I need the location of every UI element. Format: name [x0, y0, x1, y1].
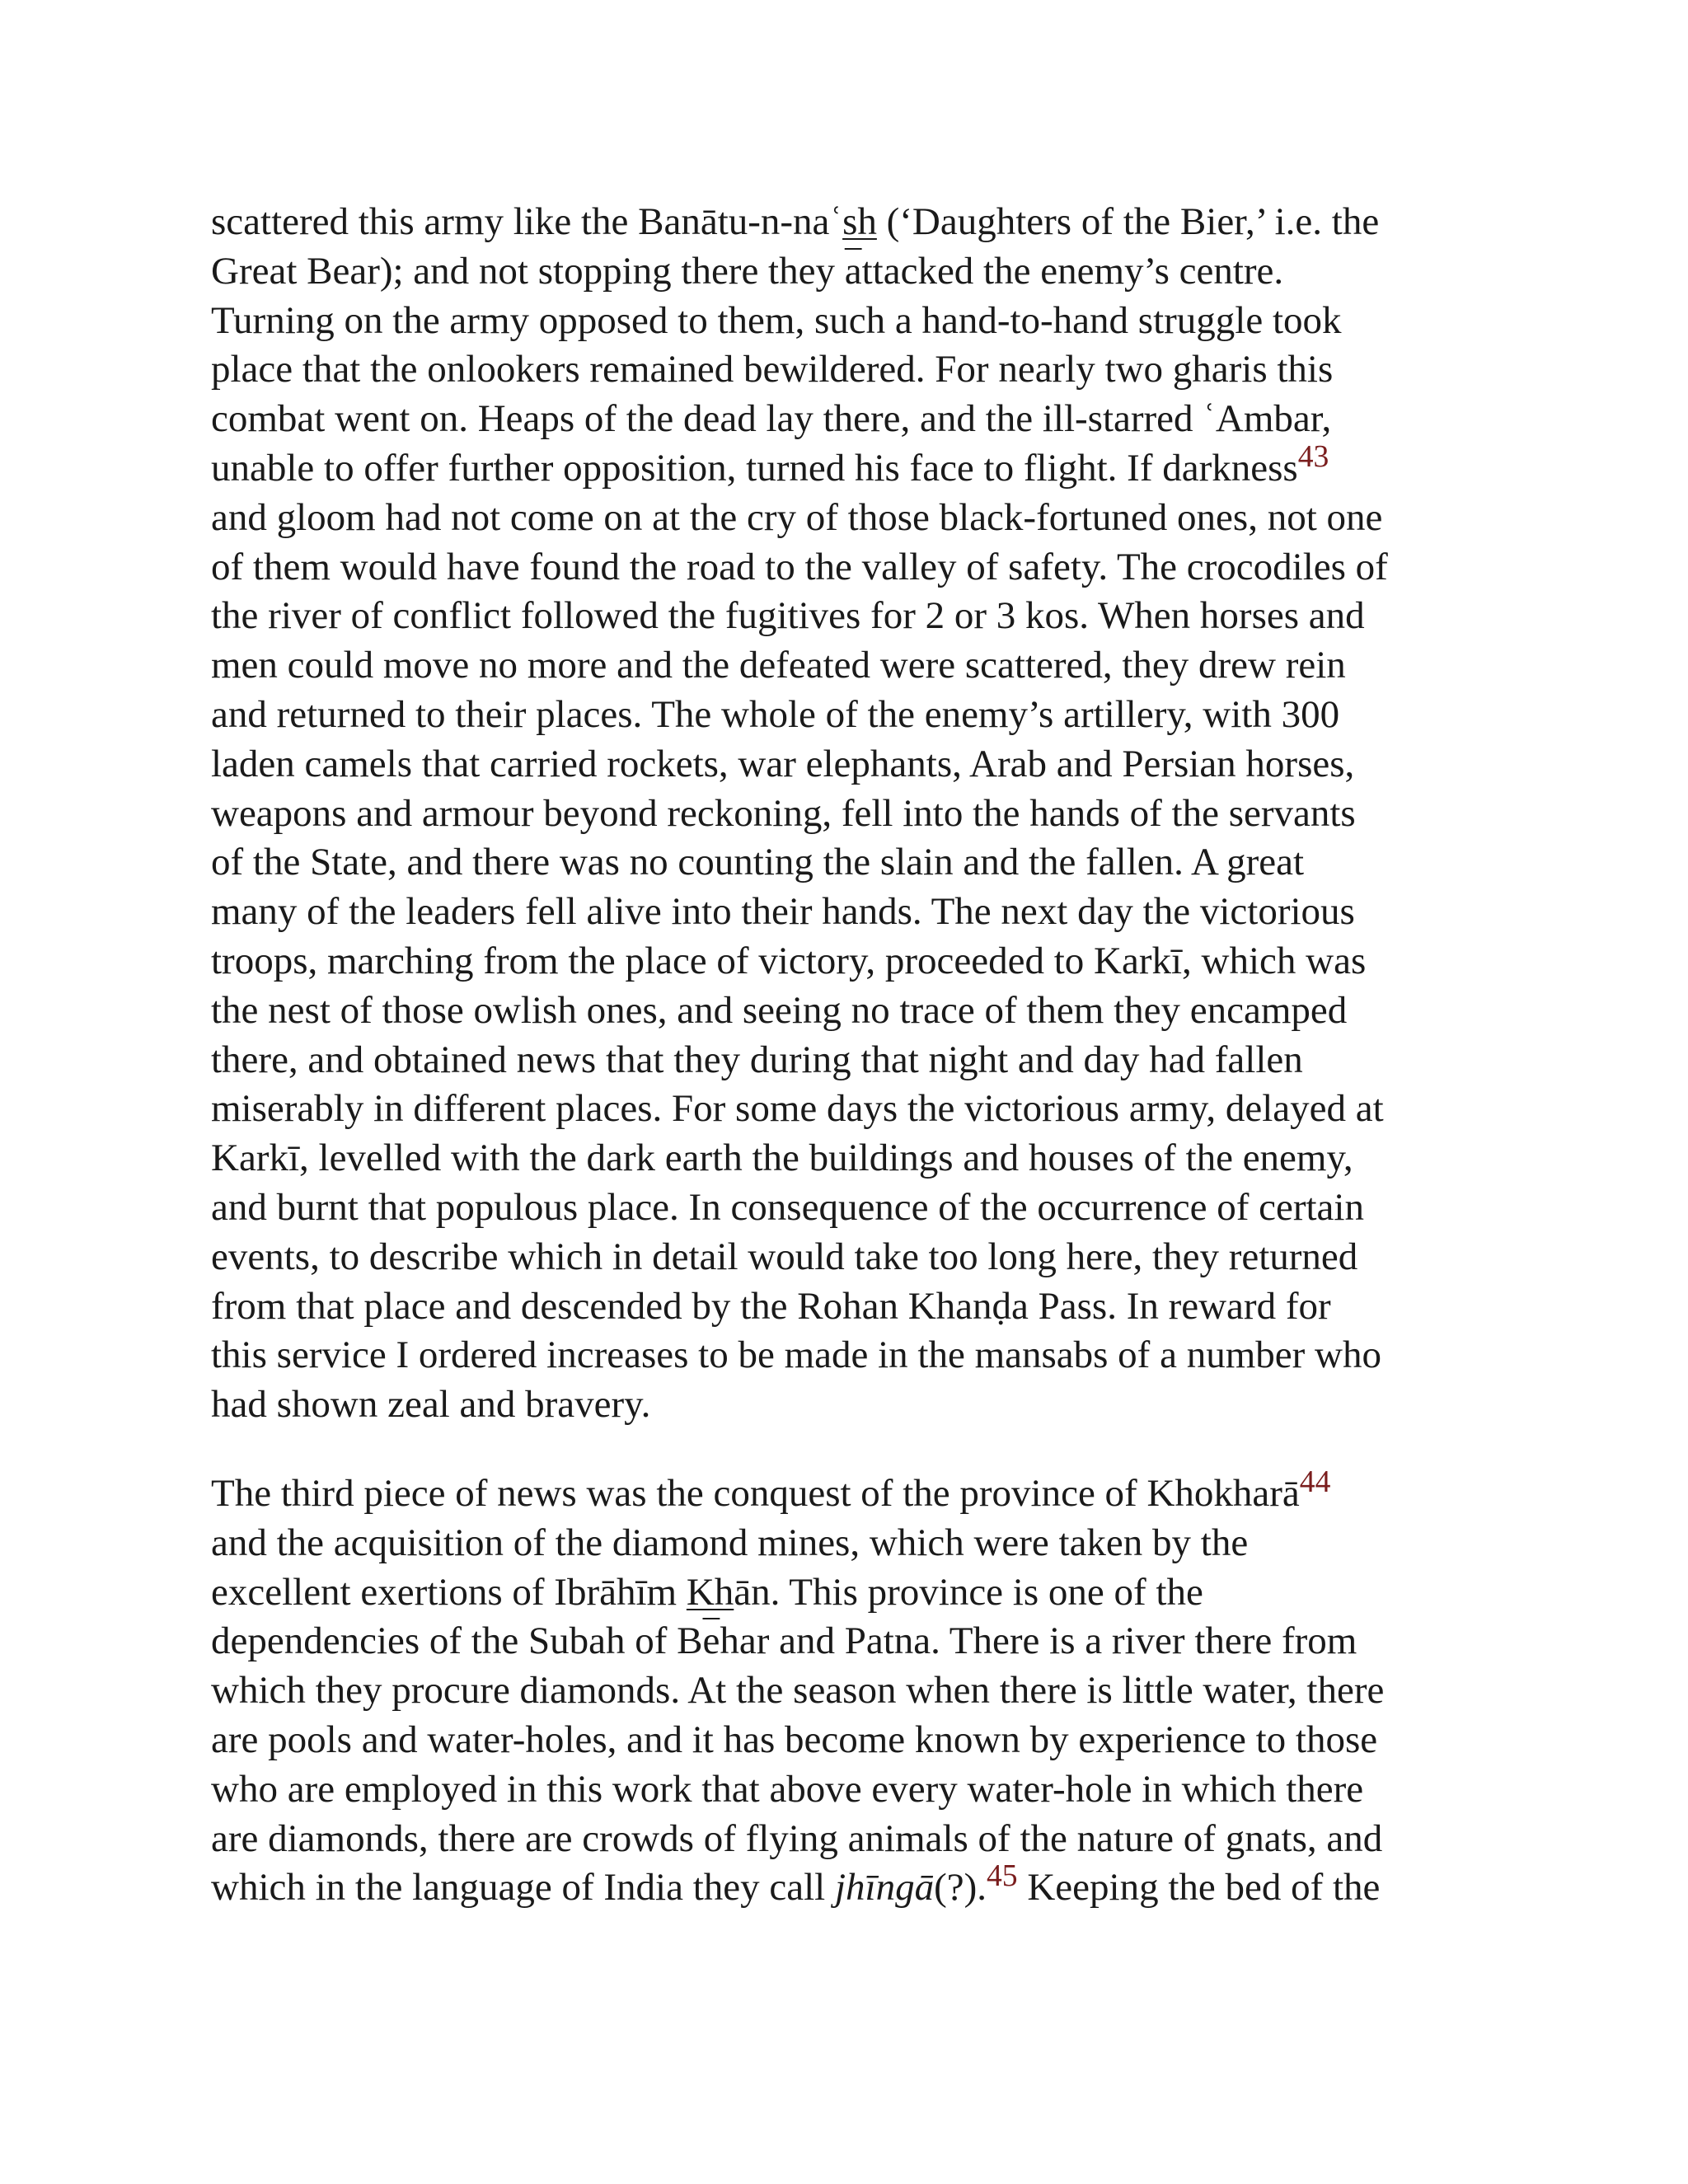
- text-segment: of them would have found the road to the valley of safety. The crocodiles of: [211, 545, 1388, 588]
- document-page: [211, 198, 1480, 1913]
- text-segment: there, and obtained news that they during that night and day had fallen: [211, 1038, 1303, 1081]
- text-segment: ān. This province is one of the: [734, 1570, 1203, 1614]
- text-line: [211, 247, 1480, 297]
- text-line: [211, 395, 1480, 444]
- text-segment: Great Bear); and not stopping there they: [211, 249, 845, 293]
- text-segment: this service I ordered increases to be made in the mansabs of a number who: [211, 1333, 1381, 1377]
- text-segment: har and Patna. There is a river there from: [720, 1619, 1357, 1663]
- text-line: [211, 543, 1480, 593]
- text-line: [211, 1617, 1480, 1666]
- text-line: [211, 297, 1480, 346]
- text-segment: from that place and descended by the Rohan Khanḍa Pass. In reward for: [211, 1284, 1331, 1328]
- text-line: [211, 1815, 1480, 1864]
- text-segment: and gloom had not come on at the cry of those black-fortuned ones, not one: [211, 495, 1383, 539]
- text-segment: of the State, and there was no counting the slain and the fallen. A great: [211, 841, 1305, 884]
- text-segment: unable to offer further opposition, turned his face to flight. If darkness: [211, 446, 1298, 490]
- text-line: [211, 198, 1480, 247]
- text-segment: and the acquisition of the diamond mines, which were taken by the: [211, 1521, 1249, 1564]
- footnote-reference[interactable]: 45: [987, 1859, 1018, 1894]
- text-line: [211, 790, 1480, 839]
- text-segment: sh: [842, 200, 877, 243]
- text-line: [211, 1036, 1480, 1085]
- text-segment: dependencies of the Subah of B: [211, 1619, 703, 1663]
- text-segment: Kh: [686, 1570, 734, 1614]
- text-line: [211, 937, 1480, 987]
- text-segment: scattered this army like the Banātu-n-naʿ: [211, 200, 843, 243]
- text-segment: weapons and armour beyond reckoning, fell into the hands of the servants: [211, 791, 1356, 835]
- footnote-reference[interactable]: 44: [1299, 1465, 1331, 1500]
- text-line: [211, 691, 1480, 740]
- text-segment: are diamonds, there are crowds of flying animals of the nature of gnats, and: [211, 1816, 1383, 1860]
- text-line: [211, 1282, 1480, 1332]
- text-segment: and burnt that populous place. In consequence of the occurrence of certain: [211, 1185, 1364, 1229]
- text-line: [211, 1465, 1480, 1519]
- text-line: [211, 1519, 1480, 1568]
- text-line: [211, 987, 1480, 1036]
- text-segment: events, to describe which in detail would take too long here, they returned: [211, 1235, 1358, 1278]
- text-line: [211, 1859, 1480, 1913]
- text-segment: (?).: [934, 1866, 987, 1910]
- text-line: [211, 641, 1480, 691]
- text-segment: excellent exertions of Ibrāhīm: [211, 1570, 687, 1614]
- text-segment: laden camels that carried rockets, war elephants, Arab and Persian horses,: [211, 742, 1355, 785]
- text-line: [211, 1183, 1480, 1233]
- text-segment: The third piece of news was the conquest of the province of Khokharā: [211, 1471, 1300, 1515]
- text-line: [211, 740, 1480, 790]
- text-line: [211, 345, 1480, 395]
- paragraph-gap: [211, 1430, 1480, 1469]
- text-segment: $\overline{e}$: [702, 1619, 720, 1663]
- text-line: [211, 1233, 1480, 1282]
- text-line: [211, 1134, 1480, 1183]
- paragraph-1: [211, 198, 1480, 1430]
- text-segment: miserably in different places. For some days the victorious army, delayed at: [211, 1087, 1384, 1131]
- text-segment: which in the language of India they call: [211, 1866, 835, 1910]
- text-line: [211, 1380, 1480, 1430]
- paragraph-2: [211, 1465, 1480, 1913]
- text-segment: ttacked the enemy’s centre.: [861, 249, 1284, 293]
- footnote-reference[interactable]: 43: [1297, 440, 1329, 475]
- text-segment: many of the leaders fell alive into their hands. The next day the victorious: [211, 890, 1355, 934]
- text-segment: combat went on. Heaps of the dead lay there, and the ill-starred ʿAmbar,: [211, 397, 1332, 441]
- text-line: [211, 838, 1480, 888]
- text-segment: men could move no more and the defeated were scattered, they drew rein: [211, 644, 1346, 687]
- text-line: [211, 1331, 1480, 1380]
- text-line: [211, 1568, 1480, 1618]
- text-segment: place that the onlookers remained bewildered. For nearly two gharis this: [211, 348, 1334, 391]
- text-line: [211, 1716, 1480, 1765]
- text-line: [211, 494, 1480, 543]
- text-segment: the river of conflict followed the fugitives for 2 or 3 kos. When horses and: [211, 594, 1365, 638]
- text-segment: the nest of those owlish ones, and seeing no trace of them they encamped: [211, 988, 1348, 1032]
- text-segment: jhīngā: [834, 1866, 935, 1910]
- text-segment: Turning on the army opposed to them, such a hand-to-hand struggle took: [211, 298, 1342, 342]
- text-segment: and returned to their places. The whole of the enemy’s artillery, with 300: [211, 692, 1340, 736]
- text-segment: $\overline{a}$: [844, 249, 862, 293]
- text-line: [211, 1765, 1480, 1815]
- text-segment: (‘Daughters of the Bier,’ i.e. the: [876, 200, 1380, 243]
- text-line: [211, 440, 1480, 494]
- text-line: [211, 1085, 1480, 1134]
- text-segment: who are employed in this work that above every water-hole in which there: [211, 1767, 1364, 1811]
- text-segment: which they procure diamonds. At the season when there is little water, there: [211, 1669, 1385, 1713]
- text-line: [211, 888, 1480, 937]
- text-segment: troops, marching from the place of victory, proceeded to Karkī, which was: [211, 939, 1367, 982]
- text-segment: Keeping the bed of the: [1017, 1866, 1381, 1910]
- text-segment: Karkī, levelled with the dark earth the buildings and houses of the enemy,: [211, 1137, 1353, 1180]
- text-line: [211, 1666, 1480, 1716]
- text-line: [211, 592, 1480, 641]
- text-segment: had shown zeal and bravery.: [211, 1383, 651, 1427]
- text-segment: are pools and water-holes, and it has become known by experience to those: [211, 1718, 1378, 1761]
